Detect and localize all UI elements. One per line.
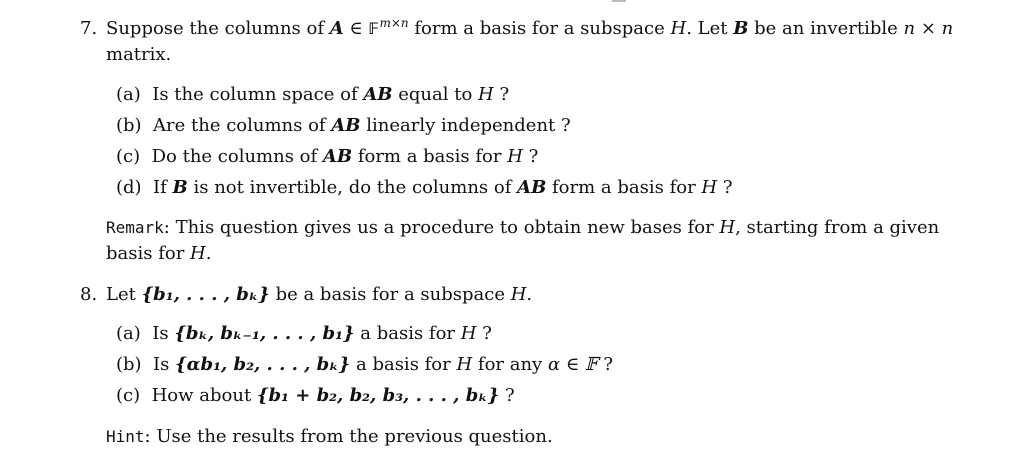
remark-text: . [205,243,212,264]
part-label: (b) [116,354,142,375]
part-text: ? [493,84,510,105]
q8-text: . [526,284,533,305]
part-label: (b) [116,115,142,136]
q7-statement-line1 [106,18,953,40]
matrix-A: A [329,18,344,39]
part-text: Is [153,354,176,375]
remark-text: : This question gives us a procedure to obtain new bases for [163,217,720,238]
q7-number: 7. [80,18,98,39]
dimension-mxn: m×n [379,16,409,30]
hint-text: : Use the results from the previous question. [144,426,553,447]
part-text: a basis for [354,323,461,344]
subspace-H: H [190,243,206,264]
subspace-H: H [507,146,523,167]
dimension-nxn: n × n [903,18,954,39]
part-text: Do the columns of [151,146,323,167]
hint-label: Hint [106,427,145,446]
part-label: (a) [116,84,141,105]
q7-statement-line2: matrix. [106,44,172,65]
part-text: ? [499,385,515,406]
part-text: Is the column space of [152,84,364,105]
subspace-H: H [478,84,494,105]
subspace-H: H [701,177,718,198]
part-text: is not invertible, do the columns of [187,177,518,198]
subspace-H: H [460,323,477,344]
subspace-H: H [719,217,736,238]
q8-part-b [116,354,613,376]
q8-part-a [116,323,492,345]
part-text: a basis for [350,354,457,375]
q7-text: form a basis for a subspace [408,18,671,39]
part-text: Is [152,323,175,344]
subspace-H: H [456,354,473,375]
q7-remark-line2 [106,243,211,265]
q8-number: 8. [80,284,98,305]
matrix-B: B [733,18,749,39]
matrix-AB: AB [517,177,547,198]
q8-text: Let [106,284,142,305]
q7-text: be an invertible [748,18,904,39]
q8-text: be a basis for a subspace [269,284,511,305]
remark-text: , starting from a given [735,217,940,238]
part-text: ? [476,323,492,344]
reversed-basis-set: {bₖ, bₖ₋₁, . . . , b₁} [174,323,355,344]
q7-text: . Let [686,18,734,39]
matrix-AB: AB [322,146,353,167]
page-edge-mark [612,0,626,2]
q8-part-c [116,385,515,407]
q7-text: Suppose the columns of [106,18,330,39]
part-label: (c) [116,385,141,406]
q8-hint [106,426,553,448]
part-text: form a basis for [546,177,702,198]
q7-remark-line1 [106,217,939,239]
part-label: (d) [116,177,142,198]
part-text: How about [151,385,257,406]
matrix-AB: AB [331,115,361,136]
q7-part-d [116,177,732,199]
q7-part-b [116,115,571,137]
remark-text: basis for [106,243,191,264]
summed-basis-set: {b₁ + b₂, b₂, b₃, . . . , bₖ} [256,385,500,406]
part-label: (a) [116,323,141,344]
q7-part-a [116,84,509,106]
part-text: ? [522,146,539,167]
alpha-in-field: α ∈ 𝔽 [547,354,598,375]
basis-set: {b₁, . . . , bₖ} [141,284,270,305]
part-label: (c) [116,146,141,167]
part-text: ? [717,177,733,198]
part-text: Are the columns of [153,115,332,136]
part-text: If [153,177,173,198]
subspace-H: H [510,284,527,305]
matrix-AB: AB [363,84,393,105]
part-text: for any [472,354,548,375]
q7-part-c [116,146,538,168]
part-text: form a basis for [352,146,508,167]
part-text: ? [597,354,614,375]
subspace-H: H [670,18,687,39]
element-of-symbol: ∈ [343,18,369,39]
remark-label: Remark [106,218,164,237]
part-text: equal to [392,84,479,105]
part-text: linearly independent ? [360,115,571,136]
matrix-B: B [172,177,188,198]
scaled-basis-set: {αb₁, b₂, . . . , bₖ} [175,354,351,375]
q8-statement [106,284,532,306]
field-F: 𝔽 [368,19,380,38]
